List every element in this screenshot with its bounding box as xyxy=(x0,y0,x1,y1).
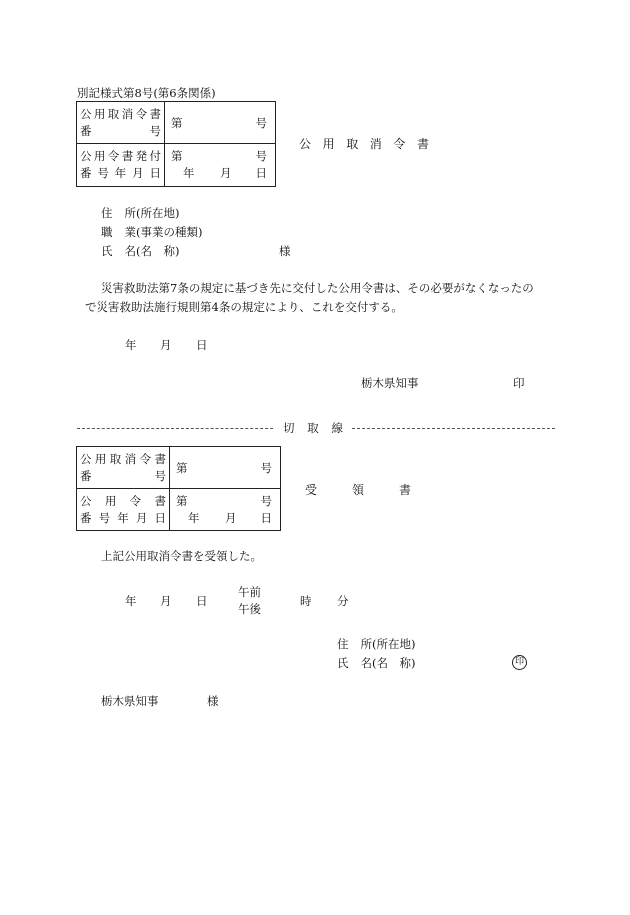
date2-am: 午前 xyxy=(238,585,261,599)
address-line: 住 所(所在地) xyxy=(101,206,180,220)
addressee-name: 栃木県知事 xyxy=(101,694,159,708)
bottom-row2-label: 公 用 令 書 番 号 年 月 日 xyxy=(77,489,170,531)
top-row1-value: 第 号 xyxy=(165,102,276,144)
date1-year: 年 xyxy=(125,338,137,352)
date2-month: 月 xyxy=(160,594,172,608)
sama-label: 様 xyxy=(279,244,291,258)
receiver-name-line: 氏 名(名 称) xyxy=(337,656,416,670)
receiver-seal-icon: 印 xyxy=(512,655,527,670)
cut-line-label: 切 取 線 xyxy=(283,421,343,435)
cut-line-left xyxy=(77,428,273,429)
date2-year: 年 xyxy=(125,594,137,608)
date2-pm: 午後 xyxy=(238,602,261,616)
receipt-title: 受 領 書 xyxy=(305,483,411,497)
occupation-line: 職 業(事業の種類) xyxy=(101,225,203,239)
date2-day: 日 xyxy=(196,594,208,608)
bottom-row1-value: 第 号 xyxy=(170,447,281,489)
cut-line-right xyxy=(352,428,555,429)
top-row1-label: 公用取消令書 番 号 xyxy=(77,102,165,144)
bottom-row2-value: 第 号 年 月 日 xyxy=(170,489,281,531)
addressee-sama: 様 xyxy=(207,694,219,708)
body-line-1: 災害救助法第7条の規定に基づき先に交付した公用令書は、その必要がなくなったの xyxy=(101,281,534,295)
form-reference: 別記様式第8号(第6条関係) xyxy=(77,86,216,100)
name-line: 氏 名(名 称) xyxy=(101,244,180,258)
issuer-name: 栃木県知事 xyxy=(361,376,419,390)
date1-month: 月 xyxy=(160,338,172,352)
document-title: 公 用 取 消 令 書 xyxy=(299,137,429,151)
bottom-info-table xyxy=(76,446,281,531)
top-row2-label: 公用令書発付 番 号 年 月 日 xyxy=(77,144,165,187)
date2-hour: 時 xyxy=(300,594,312,608)
date2-minute: 分 xyxy=(337,594,349,608)
issuer-seal: 印 xyxy=(513,376,525,390)
top-row2-value: 第 号 年 月 日 xyxy=(165,144,276,187)
bottom-row1-label: 公用取消令書 番 号 xyxy=(77,447,170,489)
date1-day: 日 xyxy=(196,338,208,352)
receipt-text: 上記公用取消令書を受領した。 xyxy=(101,549,262,563)
receiver-address-line: 住 所(所在地) xyxy=(337,637,416,651)
body-line-2: で災害救助法施行規則第4条の規定により、これを交付する。 xyxy=(85,300,403,314)
top-info-table xyxy=(76,101,276,187)
